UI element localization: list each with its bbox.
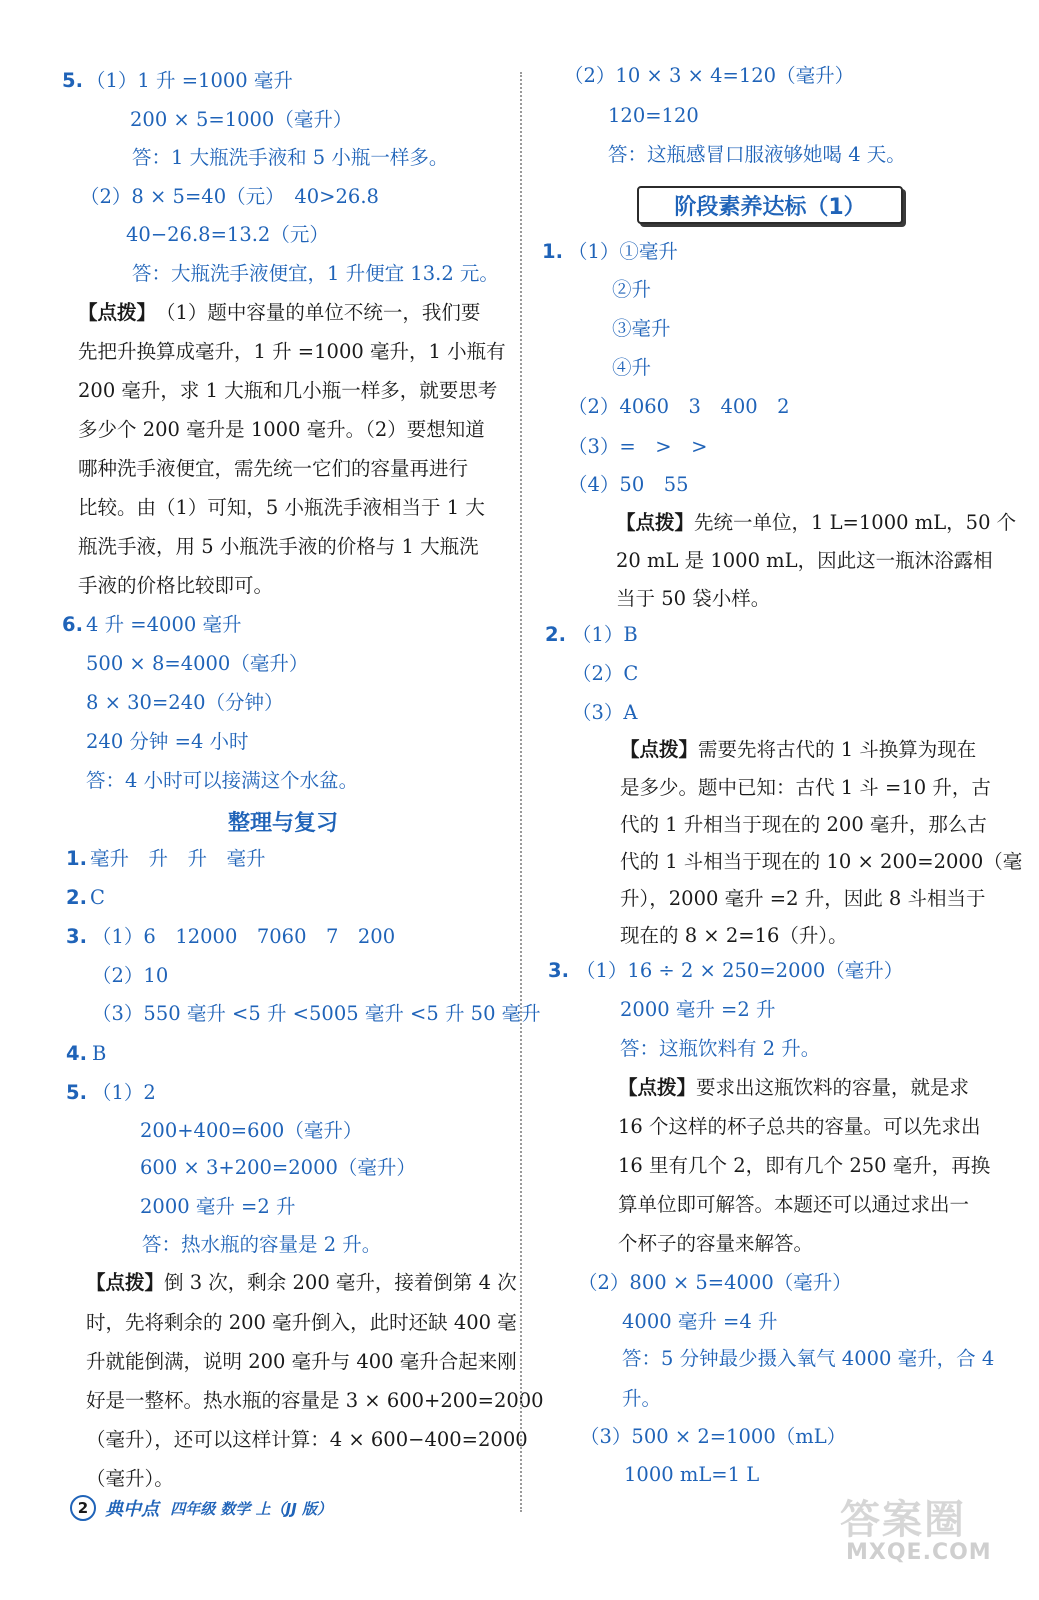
review-5-calc1: 200+400=600（毫升） <box>140 1119 363 1142</box>
prev-part2-answer: 答：这瓶感冒口服液够她喝 4 天。 <box>608 143 906 166</box>
page-number: 2 <box>70 1495 96 1521</box>
stage-3-part2: （2）800 × 5=4000（毫升） <box>578 1271 852 1294</box>
stage-2-number: 2. <box>545 623 566 646</box>
tip1-line: 手液的价格比较即可。 <box>78 574 274 597</box>
tip5-line: 16 个这样的杯子总共的容量。可以先求出 <box>618 1115 981 1138</box>
review-3-part1: （1）6 12000 7060 7 200 <box>92 925 396 948</box>
q6-line1: 4 升 =4000 毫升 <box>86 613 242 636</box>
tip1-label: 【点拨】 <box>78 301 157 324</box>
tip1-line: 先把升换算成毫升，1 升 =1000 毫升，1 小瓶有 <box>78 340 506 363</box>
review-4-number: 4. <box>66 1042 87 1065</box>
tip2-label: 【点拨】 <box>86 1271 165 1294</box>
tip2-line: 升就能倒满，说明 200 毫升与 400 毫升合起来刚 <box>86 1350 517 1373</box>
stage-2-part2: （2）C <box>572 662 639 685</box>
review-1-number: 1. <box>66 847 87 870</box>
q5-answer1: 答：1 大瓶洗手液和 5 小瓶一样多。 <box>132 146 449 169</box>
q5-answer2: 答：大瓶洗手液便宜，1 升便宜 13.2 元。 <box>132 262 499 285</box>
tip1-line: 哪种洗手液便宜，需先统一它们的容量再进行 <box>78 457 469 480</box>
stage-1-part1a: （1）①毫升 <box>568 240 678 263</box>
prev-part2-compare: 120=120 <box>608 104 699 127</box>
tip5-label: 【点拨】 <box>618 1076 697 1099</box>
tip4-line: 现在的 8 × 2=16（升）。 <box>620 924 848 947</box>
tip2-line: （毫升），还可以这样计算：4 × 600−400=2000 <box>86 1428 528 1451</box>
review-3-part2: （2）10 <box>92 964 169 987</box>
q6-answer: 答：4 小时可以接满这个水盆。 <box>86 769 359 792</box>
q6-line3: 8 × 30=240（分钟） <box>86 691 284 714</box>
stage-1-part2: （2）4060 3 400 2 <box>568 395 790 418</box>
page-footer <box>70 1495 332 1525</box>
review-5-answer: 答：热水瓶的容量是 2 升。 <box>142 1233 382 1256</box>
review-5-part1: （1）2 <box>92 1081 156 1104</box>
stage-1-part1c: ③毫升 <box>612 317 671 340</box>
q5-calc1: 200 × 5=1000（毫升） <box>130 108 353 131</box>
tip4-line: 代的 1 升相当于现在的 200 毫升，那么古 <box>620 813 987 836</box>
review-5-calc3: 2000 毫升 =2 升 <box>140 1195 296 1218</box>
tip2-line: （毫升）。 <box>86 1467 174 1490</box>
tip1-line: （1）题中容量的单位不统一，我们要 <box>156 301 481 324</box>
stage-3-part3-convert: 1000 mL=1 L <box>624 1463 760 1486</box>
tip4-line: 升），2000 毫升 =2 升，因此 8 斗相当于 <box>620 887 986 910</box>
tip5-line: 算单位即可解答。本题还可以通过求出一 <box>618 1193 970 1216</box>
stage-3-part2-convert: 4000 毫升 =4 升 <box>622 1310 778 1333</box>
tip4-line: 需要先将古代的 1 斗换算为现在 <box>698 738 977 761</box>
stage-badge <box>637 186 903 224</box>
tip3-line: 先统一单位，1 L=1000 mL，50 个 <box>694 511 1017 534</box>
review-5-number: 5. <box>66 1081 87 1104</box>
review-5-calc2: 600 × 3+200=2000（毫升） <box>140 1156 416 1179</box>
tip5-line: 个杯子的容量来解答。 <box>618 1232 814 1255</box>
stage-1-part3: （3）= > > <box>568 435 708 458</box>
review-2-number: 2. <box>66 886 87 909</box>
tip3-label: 【点拨】 <box>616 511 695 534</box>
stage-1-part4: （4）50 55 <box>568 473 689 496</box>
tip4-line: 是多少。题中已知：古代 1 斗 =10 升，古 <box>620 776 991 799</box>
q5-calc2: 40−26.8=13.2（元） <box>126 223 329 246</box>
tip4-line: 代的 1 斗相当于现在的 10 × 200=2000（毫 <box>620 850 1023 873</box>
stage-3-part3: （3）500 × 2=1000（mL） <box>580 1425 847 1448</box>
tip3-line: 当于 50 袋小样。 <box>616 587 771 610</box>
tip2-line: 好是一整杯。热水瓶的容量是 3 × 600+200=2000 <box>86 1389 544 1412</box>
review-3-number: 3. <box>66 925 87 948</box>
tip1-line: 瓶洗手液，用 5 小瓶洗手液的价格与 1 大瓶洗 <box>78 535 479 558</box>
brand-logo: 典中点 <box>105 1499 160 1520</box>
tip4-label: 【点拨】 <box>620 738 699 761</box>
stage-2-part3: （3）A <box>572 701 638 724</box>
review-4-answer: B <box>92 1042 107 1065</box>
tip5-line: 要求出这瓶饮料的容量，就是求 <box>696 1076 970 1099</box>
stage-3-part1-convert: 2000 毫升 =2 升 <box>620 998 776 1021</box>
book-grade-label: 四年级 数学 上（JJ 版） <box>170 1499 333 1518</box>
q5-part2: （2）8 × 5=40（元） 40>26.8 <box>80 185 379 208</box>
watermark-url: MXQE.COM <box>846 1540 992 1565</box>
tip1-line: 多少个 200 毫升是 1000 毫升。（2）要想知道 <box>78 418 485 441</box>
review-1-answer: 毫升 升 升 毫升 <box>90 847 266 870</box>
stage-badge-title: 阶段素养达标（1） <box>674 195 866 220</box>
stage-2-part1: （1）B <box>572 623 638 646</box>
tip3-line: 20 mL 是 1000 mL，因此这一瓶沐浴露相 <box>616 549 993 572</box>
stage-3-part1-answer: 答：这瓶饮料有 2 升。 <box>620 1037 821 1060</box>
tip2-line: 倒 3 次，剩余 200 毫升，接着倒第 4 次 <box>164 1271 517 1294</box>
stage-1-part1b: ②升 <box>612 278 652 301</box>
watermark-text: 答案圈 <box>840 1497 966 1543</box>
q6-line4: 240 分钟 =4 小时 <box>86 730 249 753</box>
tip1-line: 200 毫升，求 1 大瓶和几小瓶一样多，就要思考 <box>78 379 498 402</box>
q6-line2: 500 × 8=4000（毫升） <box>86 652 309 675</box>
section-title-review: 整理与复习 <box>228 811 339 836</box>
watermark <box>840 1488 1020 1578</box>
stage-1-part1d: ④升 <box>612 356 652 379</box>
q5-part1: （1）1 升 =1000 毫升 <box>86 69 293 92</box>
review-2-answer: C <box>90 886 105 909</box>
q6-number: 6. <box>62 613 83 636</box>
stage-3-part1: （1）16 ÷ 2 × 250=2000（毫升） <box>576 959 904 982</box>
column-divider <box>520 72 522 1512</box>
stage-1-number: 1. <box>542 240 563 263</box>
tip5-line: 16 里有几个 2，即有几个 250 毫升，再换 <box>618 1154 991 1177</box>
prev-part2-calc: （2）10 × 3 × 4=120（毫升） <box>564 64 855 87</box>
stage-3-number: 3. <box>548 959 569 982</box>
tip2-line: 时，先将剩余的 200 毫升倒入，此时还缺 400 毫 <box>86 1311 517 1334</box>
stage-3-part2-answer: 答：5 分钟最少摄入氧气 4000 毫升，合 4 <box>622 1347 995 1370</box>
review-3-part3: （3）550 毫升 <5 升 <5005 毫升 <5 升 50 毫升 <box>92 1002 541 1025</box>
stage-3-part2-answer-cont: 升。 <box>622 1387 662 1410</box>
tip1-line: 比较。由（1）可知，5 小瓶洗手液相当于 1 大 <box>78 496 485 519</box>
q5-number: 5. <box>62 69 83 92</box>
